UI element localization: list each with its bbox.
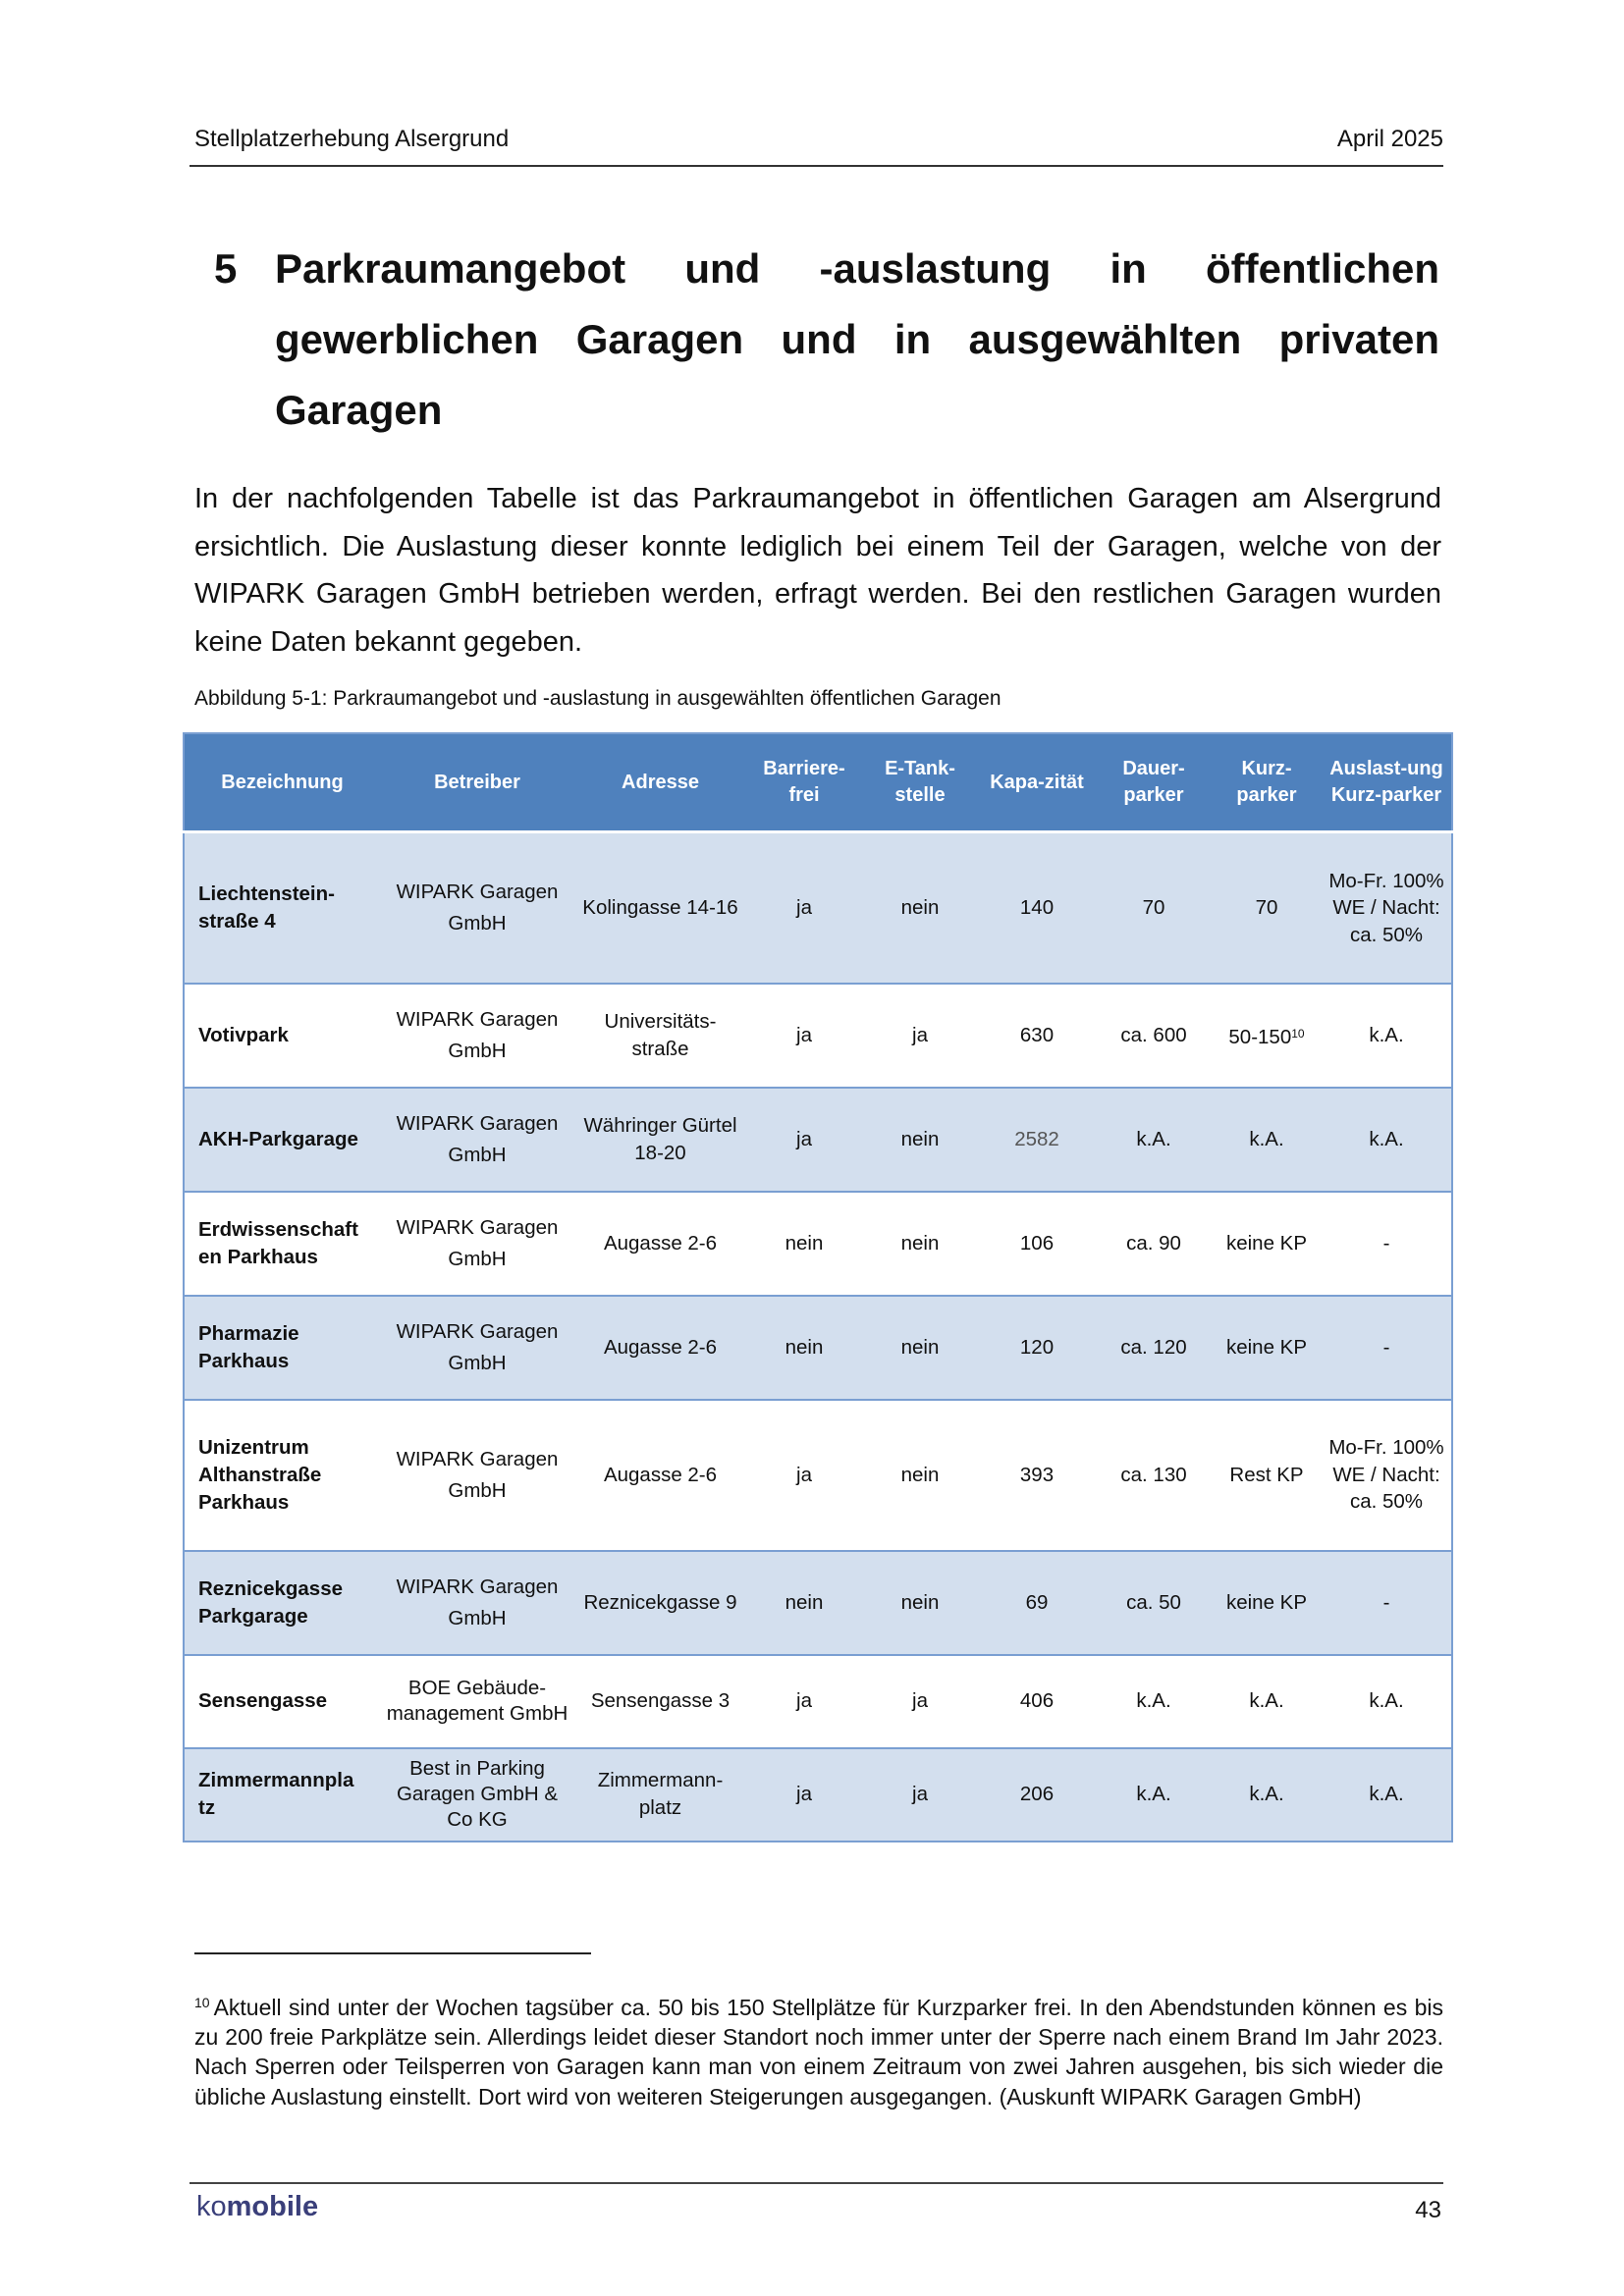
cell-longterm: ca. 600: [1096, 984, 1212, 1088]
cell-address: Augasse 2-6: [574, 1192, 746, 1296]
cell-operator: WIPARK Garagen GmbH: [380, 1400, 574, 1551]
col-header-address: Adresse: [574, 733, 746, 832]
cell-address: Kolingasse 14-16: [574, 832, 746, 984]
cell-utilization: k.A.: [1322, 984, 1452, 1088]
cell-capacity: 630: [978, 984, 1096, 1088]
cell-shortterm: keine KP: [1212, 1551, 1322, 1655]
cell-shortterm: k.A.: [1212, 1655, 1322, 1748]
col-header-shortterm: Kurz-parker: [1212, 733, 1322, 832]
cell-shortterm: keine KP: [1212, 1192, 1322, 1296]
cell-utilization: k.A.: [1322, 1748, 1452, 1842]
table-row: [184, 1400, 1452, 1551]
cell-capacity: 2582: [978, 1088, 1096, 1192]
table-row: [184, 1551, 1452, 1655]
col-header-echarge: E-Tank-stelle: [862, 733, 978, 832]
cell-capacity: 406: [978, 1655, 1096, 1748]
table-row: [184, 1748, 1452, 1842]
cell-address: Währinger Gürtel 18-20: [574, 1088, 746, 1192]
cell-name: Sensengasse: [184, 1655, 380, 1748]
cell-echarge: ja: [862, 1748, 978, 1842]
cell-longterm: k.A.: [1096, 1748, 1212, 1842]
cell-shortterm: k.A.: [1212, 1748, 1322, 1842]
cell-operator: WIPARK Garagen GmbH: [380, 1192, 574, 1296]
cell-barrier: ja: [746, 984, 862, 1088]
footnote-divider: [194, 1952, 591, 1954]
cell-longterm: 70: [1096, 832, 1212, 984]
cell-name: Zimmermannpla tz: [184, 1748, 380, 1842]
section-number: 5: [214, 245, 238, 292]
cell-barrier: nein: [746, 1296, 862, 1400]
cell-utilization: -: [1322, 1296, 1452, 1400]
cell-echarge: nein: [862, 1296, 978, 1400]
cell-utilization: -: [1322, 1192, 1452, 1296]
cell-longterm: ca. 90: [1096, 1192, 1212, 1296]
logo-suffix: mobile: [226, 2191, 319, 2222]
cell-shortterm: keine KP: [1212, 1296, 1322, 1400]
cell-barrier: ja: [746, 1748, 862, 1842]
cell-address: Universitäts-straße: [574, 984, 746, 1088]
cell-address: Augasse 2-6: [574, 1296, 746, 1400]
cell-echarge: nein: [862, 1400, 978, 1551]
cell-barrier: ja: [746, 832, 862, 984]
cell-name: Votivpark: [184, 984, 380, 1088]
cell-barrier: ja: [746, 1655, 862, 1748]
col-header-capacity: Kapa-zität: [978, 733, 1096, 832]
page-header: [192, 126, 1443, 165]
cell-barrier: ja: [746, 1088, 862, 1192]
cell-operator: Best in Parking Garagen GmbH & Co KG: [380, 1748, 574, 1842]
header-date: April 2025: [1336, 126, 1443, 152]
cell-barrier: nein: [746, 1192, 862, 1296]
cell-utilization: k.A.: [1322, 1088, 1452, 1192]
cell-longterm: k.A.: [1096, 1088, 1212, 1192]
cell-echarge: nein: [862, 832, 978, 984]
table-row: [184, 984, 1452, 1088]
cell-shortterm: Rest KP: [1212, 1400, 1322, 1551]
cell-shortterm: k.A.: [1212, 1088, 1322, 1192]
cell-operator: WIPARK Garagen GmbH: [380, 1296, 574, 1400]
footnote-number: 10: [194, 1995, 210, 2010]
cell-longterm: ca. 50: [1096, 1551, 1212, 1655]
table-row: [184, 1655, 1452, 1748]
cell-barrier: ja: [746, 1400, 862, 1551]
garages-table: [183, 732, 1453, 1842]
cell-longterm: k.A.: [1096, 1655, 1212, 1748]
col-header-barrier: Barriere-frei: [746, 733, 862, 832]
table-row: [184, 1296, 1452, 1400]
cell-echarge: ja: [862, 984, 978, 1088]
cell-shortterm: 70: [1212, 832, 1322, 984]
cell-utilization: Mo-Fr. 100% WE / Nacht: ca. 50%: [1322, 832, 1452, 984]
col-header-operator: Betreiber: [380, 733, 574, 832]
cell-address: Zimmermann-platz: [574, 1748, 746, 1842]
shortterm-value: 50-150: [1228, 1025, 1292, 1048]
cell-operator: WIPARK Garagen GmbH: [380, 1551, 574, 1655]
komobile-logo: [196, 2191, 318, 2223]
cell-capacity: 393: [978, 1400, 1096, 1551]
cell-utilization: -: [1322, 1551, 1452, 1655]
section-title: Parkraumangebot und -auslastung in öffentlichen gewerblichen Garagen und in ausgewählten privaten Garagen: [275, 245, 1439, 433]
figure-caption: Abbildung 5-1: Parkraumangebot und -auslastung in ausgewählten öffentlichen Garagen: [194, 687, 1001, 710]
cell-capacity: 206: [978, 1748, 1096, 1842]
logo-prefix: ko: [196, 2191, 227, 2222]
intro-paragraph: In der nachfolgenden Tabelle ist das Parkraumangebot in öffentlichen Garagen am Alsergrund ersichtlich. Die Auslastung dieser konnte lediglich bei einem Teil der Garagen, welche von der WIPARK Garagen GmbH betrieben werden, erfragt werden. Bei den restlichen Garagen wurden keine Daten bekannt gegeben.: [194, 483, 1441, 658]
cell-name: Pharmazie Parkhaus: [184, 1296, 380, 1400]
cell-operator: BOE Gebäude-management GmbH: [380, 1655, 574, 1748]
cell-echarge: nein: [862, 1088, 978, 1192]
page-number: 43: [1415, 2197, 1441, 2223]
footer-divider: [189, 2182, 1443, 2184]
cell-longterm: ca. 120: [1096, 1296, 1212, 1400]
col-header-longterm: Dauer-parker: [1096, 733, 1212, 832]
table-header-row: [184, 733, 1452, 832]
cell-capacity: 140: [978, 832, 1096, 984]
table-row: [184, 1088, 1452, 1192]
cell-echarge: nein: [862, 1551, 978, 1655]
cell-longterm: ca. 130: [1096, 1400, 1212, 1551]
cell-address: Reznicekgasse 9: [574, 1551, 746, 1655]
table-row: [184, 1192, 1452, 1296]
cell-utilization: Mo-Fr. 100% WE / Nacht: ca. 50%: [1322, 1400, 1452, 1551]
cell-name: Reznicekgasse Parkgarage: [184, 1551, 380, 1655]
cell-operator: WIPARK Garagen GmbH: [380, 1088, 574, 1192]
footnote-ref[interactable]: 10: [1291, 1026, 1305, 1041]
cell-name: Liechtenstein-straße 4: [184, 832, 380, 984]
cell-shortterm: [1212, 984, 1322, 1088]
cell-operator: WIPARK Garagen GmbH: [380, 832, 574, 984]
cell-echarge: ja: [862, 1655, 978, 1748]
cell-name: Unizentrum Althanstraße Parkhaus: [184, 1400, 380, 1551]
cell-name: AKH-Parkgarage: [184, 1088, 380, 1192]
col-header-utilization: Auslast-ung Kurz-parker: [1322, 733, 1452, 832]
header-divider: [189, 165, 1443, 167]
cell-name: Erdwissenschaft en Parkhaus: [184, 1192, 380, 1296]
cell-operator: WIPARK Garagen GmbH: [380, 984, 574, 1088]
cell-capacity: 69: [978, 1551, 1096, 1655]
cell-echarge: nein: [862, 1192, 978, 1296]
cell-address: Augasse 2-6: [574, 1400, 746, 1551]
cell-utilization: k.A.: [1322, 1655, 1452, 1748]
table-row: [184, 832, 1452, 984]
header-title: Stellplatzerhebung Alsergrund: [194, 126, 510, 152]
cell-barrier: nein: [746, 1551, 862, 1655]
footnote-text: Aktuell sind unter der Wochen tagsüber ca. 50 bis 150 Stellplätze für Kurzparker frei. In den Abendstunden können es bis zu 200 freie Parkplätze sein. Allerdings leidet dieser Standort noch immer unter der Sperre nach einem Brand Im Jahr 2023. Nach Sperren oder Teilsperren von Garagen kann man von einem Zeitraum von zwei Jahren ausgehen, bis sich wieder die übliche Auslastung einstellt. Dort wird von weiteren Steigerungen ausgegangen. (Auskunft WIPARK Garagen GmbH): [194, 1995, 1443, 2109]
cell-capacity: 106: [978, 1192, 1096, 1296]
cell-address: Sensengasse 3: [574, 1655, 746, 1748]
footnote: [194, 1988, 1443, 2111]
cell-capacity: 120: [978, 1296, 1096, 1400]
col-header-name: Bezeichnung: [184, 733, 380, 832]
